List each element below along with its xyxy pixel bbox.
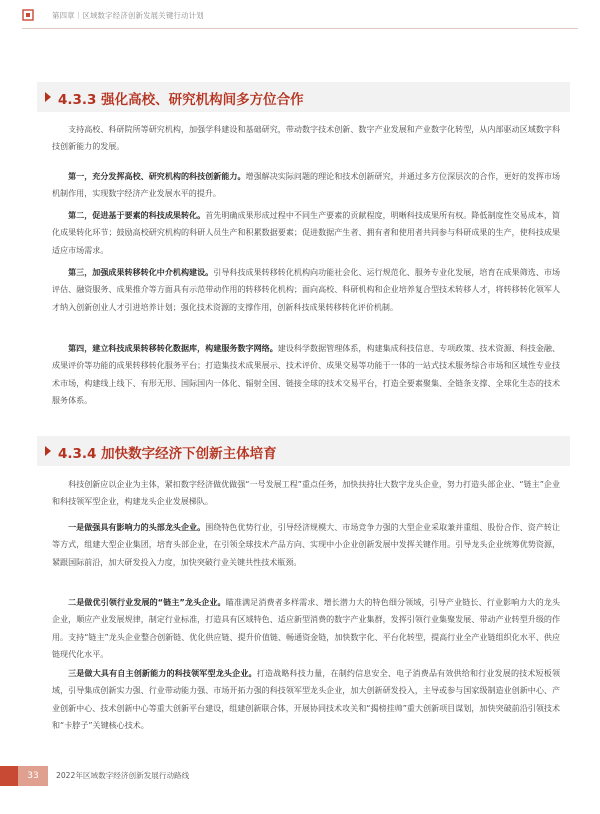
item-text: 引导科技成果转移转化机构向功能社会化、运行规范化、服务专业化发展，培育在成果筛选、市场评估、融资服务、成果推介等方面具有示范带动作用的转移转化机构；面向高校、科研机构和企业培养复合型技术转移人才，将转移转化领军人才纳入创新创业人才引进培养计划；强化技术资源的支撑作用，创新科技成果转移转化评价机制。 bbox=[52, 268, 561, 312]
footer-book-title: 2022年区域数字经济创新发展行动路线 bbox=[56, 771, 190, 780]
section1-item-4 bbox=[52, 340, 560, 409]
page-number: 33 bbox=[18, 766, 48, 786]
section2-item-2 bbox=[52, 594, 560, 663]
item-text: 打造战略科技力量，在制约信息安全、电子消费品有效供给和行业发展的技术短板领域，引导集成创新实力强、行业带动能力强、市场开拓力强的科技领军型龙头企业，加大创新研发投入，主导或参与国家级制造业创新中心、产业创新中心、技术创新中心等重大创新平台建设，组建创新联合体，开展协同技术攻关和“揭榜挂帅”重大创新项目谋划，加快突破前沿引领技术和“卡脖子”关键核心技术。 bbox=[52, 669, 561, 730]
item-lead: 一是做强具有影响力的头部龙头企业。 bbox=[68, 523, 206, 532]
section-title: 4.3.4 加快数字经济下创新主体培育 bbox=[58, 446, 277, 462]
chapter-title: 第四章｜区域数字经济创新发展关键行动计划 bbox=[52, 11, 204, 20]
item-lead: 第三，加强成果转移转化中介机构建设。 bbox=[68, 268, 214, 277]
triangle-marker-icon bbox=[45, 446, 51, 456]
section2-item-1 bbox=[52, 519, 560, 571]
item-lead: 第二，促进基于要素的科技成果转化。 bbox=[68, 211, 206, 220]
section2-item-3 bbox=[52, 665, 560, 734]
item-lead: 第四，建立科技成果转移转化数据库，构建服务数字网络。 bbox=[68, 344, 278, 353]
item-text: 首先明确成果形成过程中不同生产要素的贡献程度，明晰科技成果所有权。降低制度性交易成本，简化成果转化环节；鼓励高校研究机构的科研人员生产和积累数据要素；促进数据产生者、拥有者和使用者共同参与科研成果的生产，使科技成果适应市场需求。 bbox=[52, 211, 560, 255]
section1-item-3 bbox=[52, 264, 560, 316]
item-lead: 三是做大具有自主创新能力的科技领军型龙头企业。 bbox=[68, 669, 257, 678]
section-title: 4.3.3 强化高校、研究机构间多方位合作 bbox=[58, 92, 304, 108]
page-footer bbox=[0, 766, 600, 786]
item-text: 瞄准满足消费者多样需求、增长潜力大的特色细分领域，引导产业链长、行业影响力大的龙头企业，顺应产业发展规律，制定行业标准，打造具有区域特色、适应新型消费的数字产业集群，发挥引领行业集聚发展、带动产业转型升级的作用。支持“链主”龙头企业整合创新链、优化供应链、提升价值链、畅通资金链，加快数字化、平台化转型，提高行业全产业链组织化水平、供应链现代化水平。 bbox=[52, 598, 560, 659]
triangle-marker-icon bbox=[45, 92, 51, 102]
section1-item-1 bbox=[52, 168, 560, 203]
chapter-icon bbox=[22, 9, 34, 21]
item-lead: 二是做优引领行业发展的“链主”龙头企业。 bbox=[68, 598, 226, 607]
header-divider bbox=[22, 28, 578, 29]
section-heading-4-3-3 bbox=[37, 82, 570, 112]
item-text: 围绕特色优势行业，引导经济规模大、市场竞争力强的大型企业采取兼并重组、股份合作、资产转让等方式，组建大型企业集团，培育头部企业，在引领全球技术产品方向、实现中小企业创新发展中发挥关键作用。引导龙头企业统筹优势资源，紧跟国际前沿，加大研发投入力度，加快突破行业关键共性技术瓶颈。 bbox=[52, 523, 560, 567]
page-header bbox=[0, 0, 600, 30]
item-lead: 第一，充分发挥高校、研究机构的科技创新能力。 bbox=[68, 172, 246, 181]
section1-item-2 bbox=[52, 207, 560, 259]
section-heading-4-3-4 bbox=[37, 436, 570, 466]
section1-intro: 支持高校、科研院所等研究机构，加强学科建设和基础研究，带动数字技术创新、数字产业发展和产业数字化转型，从内部驱动区域数字科技创新能力的发展。 bbox=[52, 125, 560, 152]
section2-intro: 科技创新应以企业为主体，紧扣数字经济做优做强“一号发展工程”重点任务，加快扶持壮大数字龙头企业，努力打造头部企业、“链主”企业和科技领军型企业，构建龙头企业发展梯队。 bbox=[52, 480, 560, 507]
item-text: 建设科学数据管理体系，构建集成科技信息、专项政策、技术资源、科技金融、成果评价等功能的成果转移转化服务平台；打造集技术成果展示、技术评价、成果交易等功能于一体的一站式技术服务综合市场和区域性专业技术市场，构建线上线下、有形无形、国际国内一体化、辐射全国、链接全球的技术交易平台，打造全要素聚集、全链条支撑、全球化生态的技术服务体系。 bbox=[52, 344, 560, 405]
item-text: 增强解决实际问题的理论和技术创新研究，并通过多方位深层次的合作，更好的发挥市场机制作用，实现数字经济产业发展水平的提升。 bbox=[52, 172, 561, 199]
footer-accent-block bbox=[0, 766, 18, 786]
